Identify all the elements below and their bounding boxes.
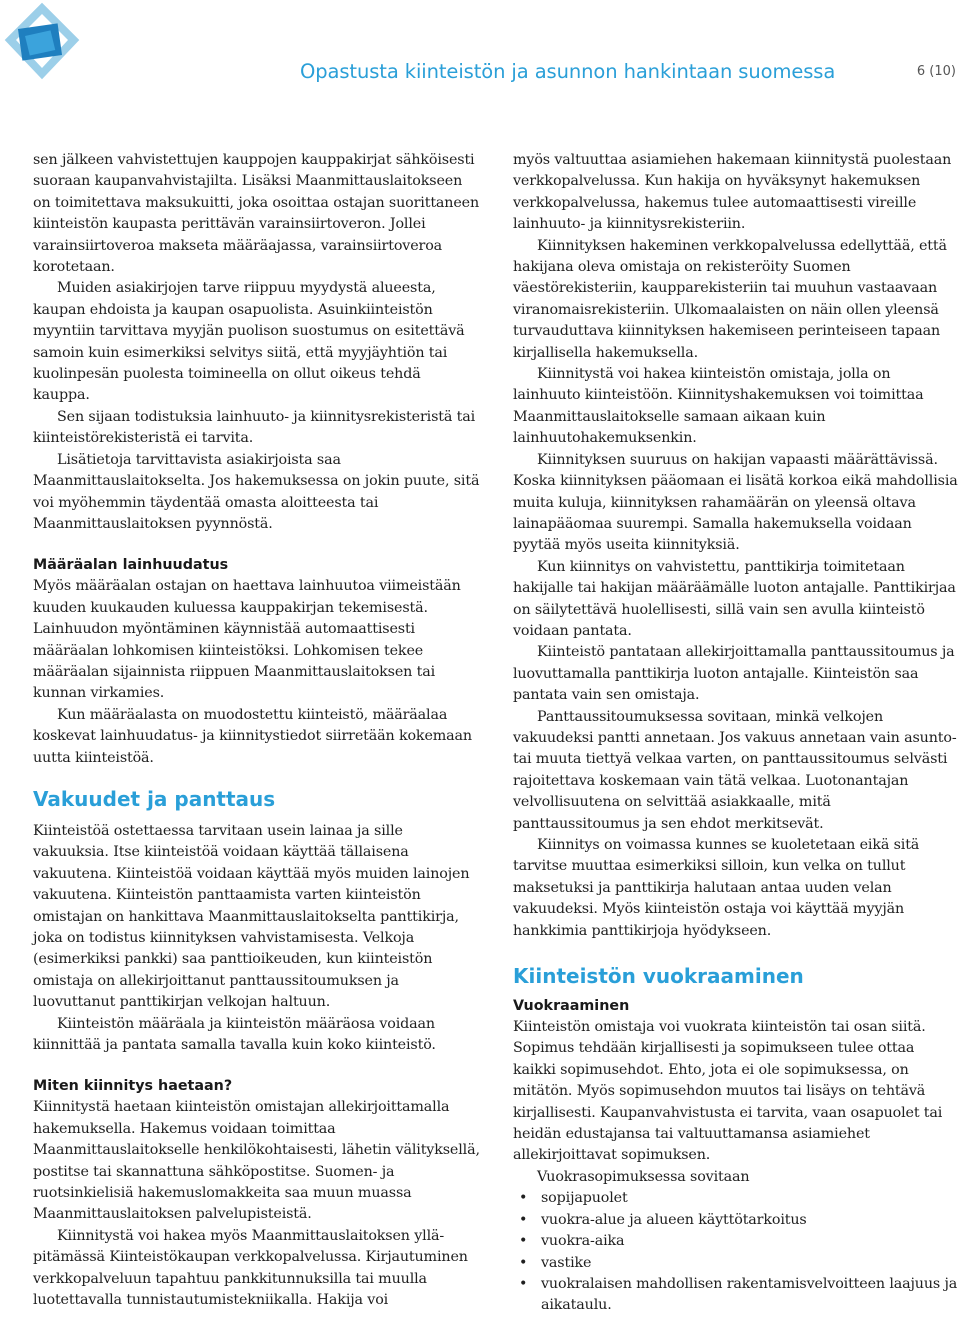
list-item: • vuokralaisen mahdollisen rakentamisvelvoitteen laajuus ja aikataulu.: [519, 1275, 958, 1314]
list-item: • vastike: [513, 1253, 960, 1274]
book-icon: [2, 0, 82, 82]
section-title: Vakuudet ja panttaus: [33, 786, 276, 811]
section-heading: Vuokraaminen: [513, 998, 630, 1015]
paragraph: Muiden asiakirjojen tarve riippuu myydystä alueesta, kaupan ehdoista ja kaupan osapuolista. Asuinkiinteistön myyntiin tarvittava myyjän puolison suostumus on esitettävä samoin kuin esimerkiksi selvitys siitä, että myyjäyhtiön tai kuolinpesän puolesta toimineella on ollut oikeus tehdä kauppa.: [33, 280, 465, 404]
left-column: [33, 150, 480, 1312]
bullet-icon: •: [519, 1275, 528, 1292]
section-title: Kiinteistön vuokraaminen: [513, 964, 804, 989]
list-item: • vuokra-aika: [513, 1231, 960, 1252]
paragraph: Kun määräalasta on muodostettu kiinteistö, määräalaa koskevat lainhuudatus- ja kiinnitystiedot siirretään kokemaan uutta kiinteistöä.: [33, 706, 472, 766]
paragraph: Kiinnitystä voi hakea kiinteistön omistaja, jolla on lainhuuto kiinteistöön. Kiinnityshakemuksen voi toimittaa Maanmittauslaitokselle samaan aikaan kuin lainhuutohakemuksenkin.: [513, 366, 924, 447]
section-heading: Määräalan lainhuudatus: [33, 557, 229, 574]
bullet-icon: •: [519, 1233, 528, 1250]
page-number: 6 (10): [916, 64, 956, 79]
paragraph: Kiinnitystä voi hakea myös Maanmittauslaitoksen ylläpitämässä Kiinteistökaupan verkkopalvelussa. Kirjautuminen verkkopalveluun tapahtuu pankkitunnuksilla tai muulla luotettavalla tunnistautumistekniikalla. Hakija voi: [33, 1227, 468, 1309]
paragraph: Kiinnityksen suuruus on hakijan vapaasti määrättävissä. Koska kiinnityksen pääomaan ei lisätä korkoa eikä mahdollisia muita kuluja, kiinnityksen rahamäärän on yleensä oltava lainapääomaa suurempi. Samalla hakemuksella voidaan pyytää myös useita kiinnityksiä.: [513, 451, 958, 554]
paragraph: Kiinteistön määräala ja kiinteistön määräosa voidaan kiinnittää ja pantata samalla tavalla kuin koko kiinteistö.: [33, 1015, 436, 1054]
document-title: Opastusta kiinteistön ja asunnon hankintaan suomessa: [300, 60, 836, 83]
bullet-icon: •: [519, 1254, 528, 1271]
paragraph: Myös määräalan ostajan on haettava lainhuutoa viimeistään kuuden kuukauden kuluessa kauppakirjan tekemisestä. Lainhuudon myöntäminen käynnistää automaattisesti määräalan lohkomisen kiinteistöksi. Lohkomisen tekee määräalan sijainnista riippuen Maanmittauslaitoksen tai kunnan virkamies.: [33, 578, 461, 702]
paragraph: Kun kiinnitys on vahvistettu, panttikirja toimitetaan hakijalle tai hakijan määräämälle luoton antajalle. Panttikirjaa on säilytettävä huolellisesti, sillä vain sen avulla kiinteistö voidaan pantata.: [513, 558, 956, 639]
list-item: • vuokra-alue ja alueen käyttötarkoitus: [513, 1210, 960, 1231]
paragraph: Panttaussitoumuksessa sovitaan, minkä velkojen vakuudeksi pantti annetaan. Jos vakuus annetaan vain asunto- tai muuta tiettyä velkaa varten, on panttaussitoumus selvästi rajoitettava koskemaan vain tätä velkaa. Luotonantajan velvollisuutena on selvittää asiakkaalle, mitä panttaussitoumus ja sen ehdot merkitsevät.: [513, 708, 957, 832]
bullet-icon: •: [519, 1211, 528, 1228]
paragraph: Lisätietoja tarvittavista asiakirjoista saa Maanmittauslaitokselta. Jos hakemuksessa on jokin puute, sitä voi myöhemmin täydentää omasta aloitteesta tai Maanmittauslaitoksen pyynnöstä.: [33, 451, 480, 532]
paragraph: myös valtuuttaa asiamiehen hakemaan kiinnitystä puolestaan verkkopalvelussa. Kun hakija on hyväksynyt hakemuksen verkkopalvelussa, hakemus tulee automaattisesti vireille lainhuuto- ja kiinnitysrekisteriin.: [513, 152, 952, 233]
list-item: • sopijapuolet: [513, 1188, 960, 1209]
paragraph: Kiinteistöä ostettaessa tarvitaan usein lainaa ja sille vakuuksia. Itse kiinteistöä voidaan käyttää tällaisena vakuutena. Kiinteistöä voidaan käyttää myös muiden lainojen vakuutena. Kiinteistön panttaamista varten kiinteistön omistajan on hankittava Maanmittauslaitokselta panttikirja, joka on todistus kiinnityksen vahvistamisesta. Velkoja (esimerkiksi pankki) saa panttioikeuden, kun kiinteistön omistaja on allekirjoittanut panttaussitoumuksen ja luovuttanut panttikirjan velkojan haltuun.: [33, 822, 470, 1011]
section-heading: Miten kiinnitys haetaan?: [33, 1078, 233, 1095]
paragraph: Kiinteistön omistaja voi vuokrata kiinteistön tai osan siitä. Sopimus tehdään kirjallisesti ja sopimukseen tulee ottaa kaikki sopimusehdot. Ehto, jota ei ole sopimuksessa, on mitätön. Myös sopimusehdon muutos tai lisäys on tehtävä kirjallisesti. Kaupanvahvistusta ei tarvita, vaan osapuolet tai heidän edustajansa tai valtuuttamansa asiamiehet allekirjoittavat sopimuksen.: [513, 1019, 943, 1164]
paragraph: Kiinteistö pantataan allekirjoittamalla panttaussitoumus ja luovuttamalla panttikirja luoton antajalle. Kiinteistön saa pantata vain sen omistaja.: [513, 644, 955, 704]
paragraph: Kiinnityksen hakeminen verkkopalvelussa edellyttää, että hakijana oleva omistaja on rekisteröity Suomen väestörekisteriin, kaupparekisteriin tai muuhun vastaavaan viranomaisrekisteriin. Ulkomaalaisten on näin ollen yleensä turvauduttava kiinnityksen hakemiseen perinteiseen tapaan kirjallisella hakemuksella.: [513, 237, 947, 361]
paragraph: Kiinnitystä haetaan kiinteistön omistajan allekirjoittamalla hakemuksella. Hakemus voidaan toimittaa Maanmittauslaitokselle henkilökohtaisesti, lähetin välityksellä, postitse tai skannattuna sähköpostitse. Suomen- ja ruotsinkielisiä hakemuslomakkeita saa muun muassa Maanmittauslaitoksen palvelupisteistä.: [33, 1099, 480, 1223]
paragraph: Sen sijaan todistuksia lainhuuto- ja kiinnitysrekisteristä tai kiinteistörekisteristä ei tarvita.: [33, 408, 476, 447]
lease-terms-list: [513, 1188, 960, 1316]
bullet-icon: •: [519, 1190, 528, 1207]
logo: [2, 0, 82, 82]
paragraph: Kiinnitys on voimassa kunnes se kuoletetaan eikä sitä tarvitse muuttaa esimerkiksi silloin, kun velka on tullut maksetuksi ja panttikirja halutaan antaa uuden velan vakuudeksi. Myös kiinteistön ostaja voi käyttää myyjän hankkimia panttikirjoja hyödykseen.: [513, 837, 920, 939]
right-column: [513, 150, 960, 1317]
paragraph: Vuokrasopimuksessa sovitaan: [537, 1168, 750, 1185]
paragraph: sen jälkeen vahvistettujen kauppojen kauppakirjat sähköisesti suoraan kaupanvahvistajilta. Lisäksi Maanmittauslaitokseen on toimitettava maksukuitti, joka osoittaa ostajan suorittaneen kiinteistön kaupasta perittävän varainsiirtoveron. Jollei varainsiirtoveroa makseta määräajassa, varainsiirtoveroa korotetaan.: [33, 152, 480, 276]
